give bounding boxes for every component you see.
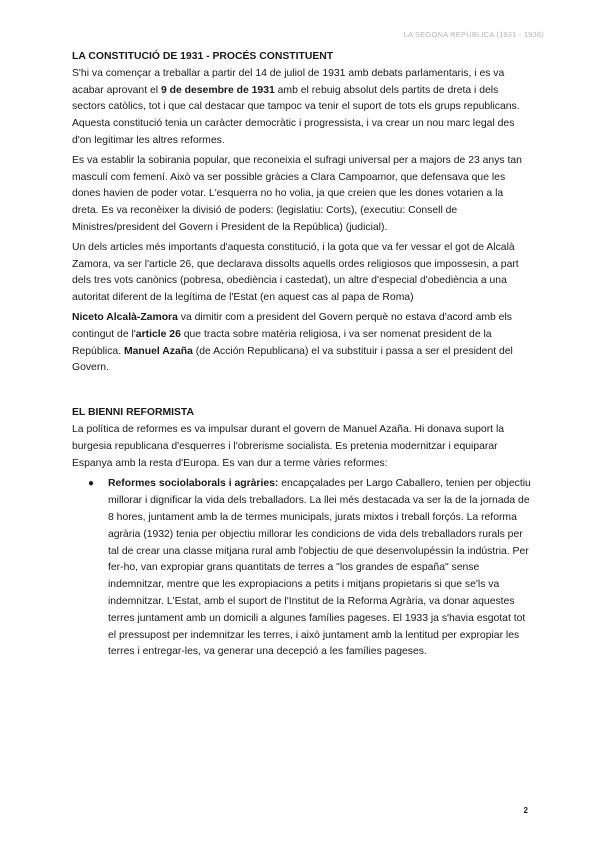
text-run: S'hi va començar a treballar a partir del 14 de juliol de 1931 amb debats parlamentaris, i es va acabar aprovant el	[72, 67, 505, 96]
bullet-icon: ●	[88, 478, 95, 490]
text-run: amb el rebuig absolut dels partits de dreta i dels sectors catòlics, tot i que cal destacar que tampoc va tenir el suport de tots els grups republicans. Aquesta constitució tenia un caràcter democràtic i progressista, i va crear un nou marc legal des d'on legitimar les altres reformes.	[72, 84, 520, 146]
text-run: (de Acción Republicana) el va substituir i passa a ser el president del Govern.	[72, 345, 513, 374]
reform-list	[72, 476, 532, 661]
list-item	[88, 476, 532, 661]
paragraph	[72, 66, 532, 150]
text-run: va dimitir com a president del Govern perquè no estava d'acord amb els contingut de l'	[72, 311, 512, 340]
bold-run: Manuel Azaña	[123, 345, 193, 357]
page-number: 2	[523, 806, 528, 815]
paragraph: Es va establir la sobirania popular, que reconeixia el sufragi universal per a majors de 23 anys tan masculí com femení. Això va ser possible gràcies a Clara Campoamor, que defensava que les dones havien de poder votar. L'esquerra no ho volia, ja que creien que les dones votarien a la dreta. Es va reconèixer la divisió de poders: (legislatiu: Corts), (executiu: Consell de Ministres/president del Govern i President de la República) (judicial).	[72, 154, 522, 233]
text-run: encapçalades per Largo Caballero, tenien per objectiu millorar i dignificar la vida dels treballadors. La llei més destacada va ser la de la jornada de 8 hores, juntament amb la de termes municipals, jurats mixtos i treball forçós. La reforma agrària (1932) tenia per objectiu millorar les condicions de vida dels treballadors rurals per tal de crear una classe mitjana rural amb l'objectiu de que desenvolupéssin la indústria. Per fer-ho, van expropiar grans quantitats de terres a "los grandes de españa" sense indemnitzar, mentre que les expropiacions a petits i mitjans propietaris si que se'ls va indemnitzar. L'Estat, amb el suport de l'Institut de la Reforma Agrària, va donar aquestes terres juntament amb un domicili a algunes famílies pageses. El 1933 ja s'havia esgotat tot el pressupost per indemnitzar les terres, i això juntament amb la lentitud per expropiar les terres i entregar-les, va generar una decepció a les famílies pageses.	[108, 478, 531, 658]
section-heading-bienni: EL BIENNI REFORMISTA	[72, 407, 194, 419]
paragraph: Un dels articles més importants d'aquesta constitució, i la gota que va fer vessar el got de Alcalà Zamora, va ser l'article 26, que declarava dissolts aquells ordes religiosos que impossesin, a part dels tres vots canònics (pobresa, obediència i castedat), un altre d'especial d'obediència a una autoritat diferent de la legítima de l'Estat (en aquest cas al papa de Roma)	[72, 241, 519, 304]
paragraph: La política de reformes es va impulsar durant el govern de Manuel Azaña. Hi donava suport la burgesia republicana d'esquerres i l'obrerisme socialista. Es pretenia modernitzar i equiparar Espanya amb la resta d'Europa. Es van dur a terme vàries reformes:	[72, 423, 505, 469]
paragraph	[72, 310, 532, 377]
bold-run: Niceto Alcalà-Zamora	[72, 311, 178, 323]
document-body	[72, 49, 532, 661]
bold-run: 9 de desembre de 1931	[160, 84, 275, 96]
bold-run: Reformes sociolaborals i agràries:	[108, 478, 279, 490]
running-header: LA SEGONA REPÚBLICA (1931 - 1936)	[403, 30, 544, 39]
text-run: que tracta sobre matèria religiosa, i va ser nomenat president de la República.	[72, 328, 492, 357]
bold-run: article 26	[135, 328, 181, 340]
section-heading-constitucio: LA CONSTITUCIÓ DE 1931 - PROCÉS CONSTITUENT	[72, 51, 334, 62]
